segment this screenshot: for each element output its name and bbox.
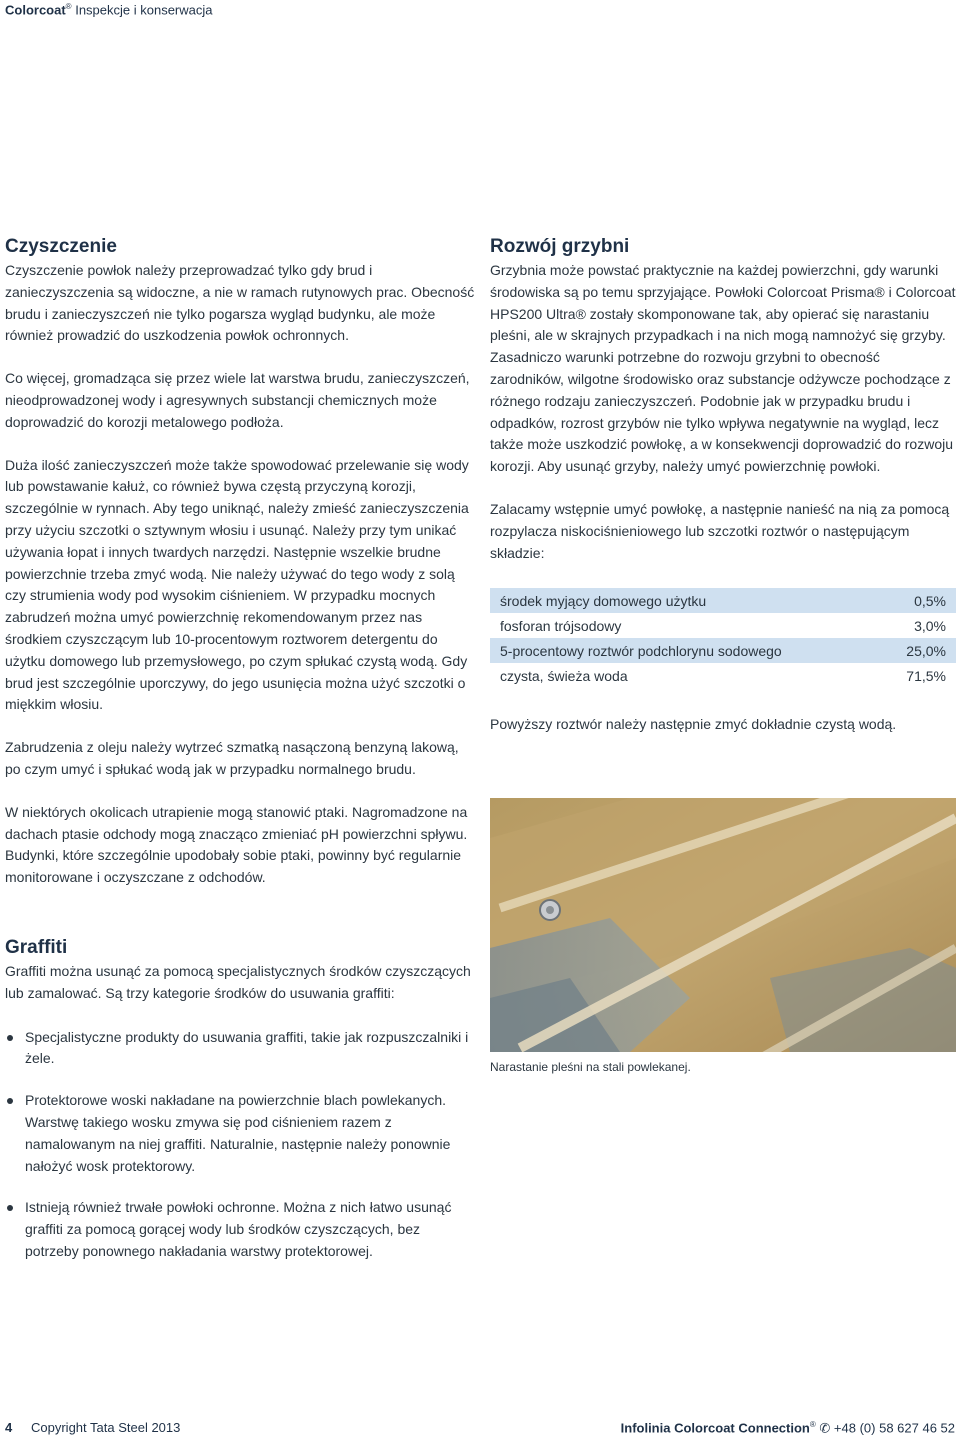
table-cell-item: fosforan trójsodowy	[500, 617, 622, 634]
fungi-paragraph-1: Grzybnia może powstać praktycznie na każdej powierzchni, gdy warunki środowiska są po temu sprzyjające. Powłoki Colorcoat Prisma® i Colorcoat HPS200 Ultra® zostały skomponowane tak, aby opierać się narastaniu pleśni, ale w skrajnych przypadkach i na nich mogą namnożyć się grzyby. Zasadniczo warunki potrzebne do rozwoju grzybni to obecność zarodników, wilgotne środowisko oraz substancje odżywcze pochodzące z różnego rodzaju zanieczyszczeń. Podobnie jak w przypadku brudu i odpadków, rozrost grzybów nie tylko wpływa negatywnie na wygląd, lecz także może uszkodzić powłokę, a w konsekwencji doprowadzić do rozwoju korozji. Aby usunąć grzyby, należy umyć powierzchnię powłoki.	[490, 262, 956, 475]
hotline-phone: +48 (0) 58 627 46 52	[833, 1420, 955, 1436]
fungi-paragraph-2: Zalacamy wstępnie umyć powłokę, a następnie nanieść na nią za pomocą rozpylacza niskociśnieniowego lub szczotki roztwór o następującym składzie:	[490, 500, 950, 561]
phone-icon: ✆	[819, 1420, 831, 1436]
table-cell-value: 3,0%	[914, 617, 946, 634]
hotline-contact	[621, 1420, 955, 1436]
header-reg-mark: ®	[65, 2, 72, 11]
table-cell-value: 0,5%	[879, 588, 956, 613]
table-cell-item: 5-procentowy roztwór podchlorynu sodowego	[490, 638, 879, 663]
graffiti-intro: Graffiti można usunąć za pomocą specjalistycznych środków czyszczących lub zamalować. Są trzy kategorie środków do usuwania graffiti:	[5, 962, 471, 1001]
photo-caption: Narastanie pleśni na stali powlekanej.	[490, 1060, 691, 1074]
list-item: Istnieją również trwałe powłoki ochronne. Można z nich łatwo usunąć graffiti za pomocą gorącej wody lub środków czyszczących, bez potrzeby ponownego nakładania warstwy protektorowej.	[5, 1197, 475, 1262]
left-column	[5, 232, 475, 1283]
table-row	[490, 638, 956, 663]
right-column	[490, 232, 956, 736]
hotline-reg-mark: ®	[809, 1420, 816, 1429]
table-cell-item: czysta, świeża woda	[500, 667, 628, 684]
cleaning-paragraph-5: W niektórych okolicach utrapienie mogą stanowić ptaki. Nagromadzone na dachach ptasie odchody mogą znacząco zmieniać pH powierzchni spływu. Budynki, które szczególnie upodobały sobie ptaki, powinny być regularnie monitorowane i oczyszczane z odchodów.	[5, 803, 468, 886]
list-item: Specjalistyczne produkty do usuwania graffiti, takie jak rozpuszczalniki i żele.	[5, 1027, 475, 1071]
fungi-heading: Rozwój grzybni	[490, 236, 630, 257]
header-title: Inspekcje i konserwacja	[75, 2, 213, 18]
solution-table	[490, 588, 956, 688]
copyright-text: Copyright Tata Steel 2013	[31, 1420, 181, 1435]
table-row	[490, 613, 956, 638]
table-row	[490, 588, 956, 613]
page-number: 4	[5, 1420, 13, 1435]
cleaning-paragraph-1: Czyszczenie powłok należy przeprowadzać tylko gdy brud i zanieczyszczenia są widoczne, a nie w ramach rutynowych prac. Obecność brudu i zanieczyszczeń nie tylko pogarsza wygląd budynku, ale może również prowadzić do uszkodzenia powłok ochronnych.	[5, 262, 475, 344]
graffiti-bullet-list	[5, 1027, 475, 1263]
mould-on-coated-steel-photo	[490, 798, 956, 1052]
table-cell-value: 71,5%	[906, 667, 946, 684]
table-cell-item: środek myjący domowego użytku	[490, 588, 879, 613]
cleaning-heading: Czyszczenie	[5, 236, 117, 257]
table-cell-value: 25,0%	[879, 638, 956, 663]
list-item: Protektorowe woski nakładane na powierzchnie blach powlekanych. Warstwę takiego wosku zmywa się pod ciśnieniem razem z namalowanym na niej graffiti. Naturalnie, następnie należy ponownie nałożyć wosk protektorowy.	[5, 1090, 475, 1177]
fungi-paragraph-3: Powyższy roztwór należy następnie zmyć dokładnie czystą wodą.	[490, 716, 897, 733]
running-header	[5, 0, 213, 17]
header-brand: Colorcoat	[5, 2, 66, 18]
table-row	[490, 663, 956, 688]
page-footer	[5, 1420, 955, 1436]
cleaning-paragraph-4: Zabrudzenia z oleju należy wytrzeć szmatką nasączoną benzyną lakową, po czym umyć i spłukać wodą jak w przypadku normalnego brudu.	[5, 739, 459, 777]
hotline-label: Infolinia Colorcoat Connection	[620, 1420, 810, 1436]
cleaning-paragraph-3: Duża ilość zanieczyszczeń może także spowodować przelewanie się wody lub powstawanie kałuż, co również bywa częstą przyczyną korozji, szczególnie w rynnach. Aby tego uniknąć, należy zmieść zanieczyszczenia przy użyciu szczotki o sztywnym włosiu i usunąć. Należy przy tym unikać używania łopat i innych twardych narzędzi. Następnie wszelkie brudne powierzchnie trzeba zmyć wodą. Nie należy używać do tego wody z solą czy strumienia wody pod wysokim ciśnieniem. W przypadku mocnych zabrudzeń można umyć powierzchnię rekomendowanym przez nas środkiem czyszczącym lub 10-procentowym roztworem detergentu do użytku domowego lub przemysłowego, po czym spłukać czystą wodą. Gdy brud jest szczególnie uporczywy, do jego usunięcia można użyć szczotki o miękkim włosiu.	[5, 456, 469, 713]
graffiti-heading: Graffiti	[5, 936, 68, 958]
cleaning-paragraph-2: Co więcej, gromadząca się przez wiele lat warstwa brudu, zanieczyszczeń, nieodprowadzonej wody i agresywnych substancji chemicznych może doprowadzić do korozji metalowego podłoża.	[5, 370, 470, 430]
